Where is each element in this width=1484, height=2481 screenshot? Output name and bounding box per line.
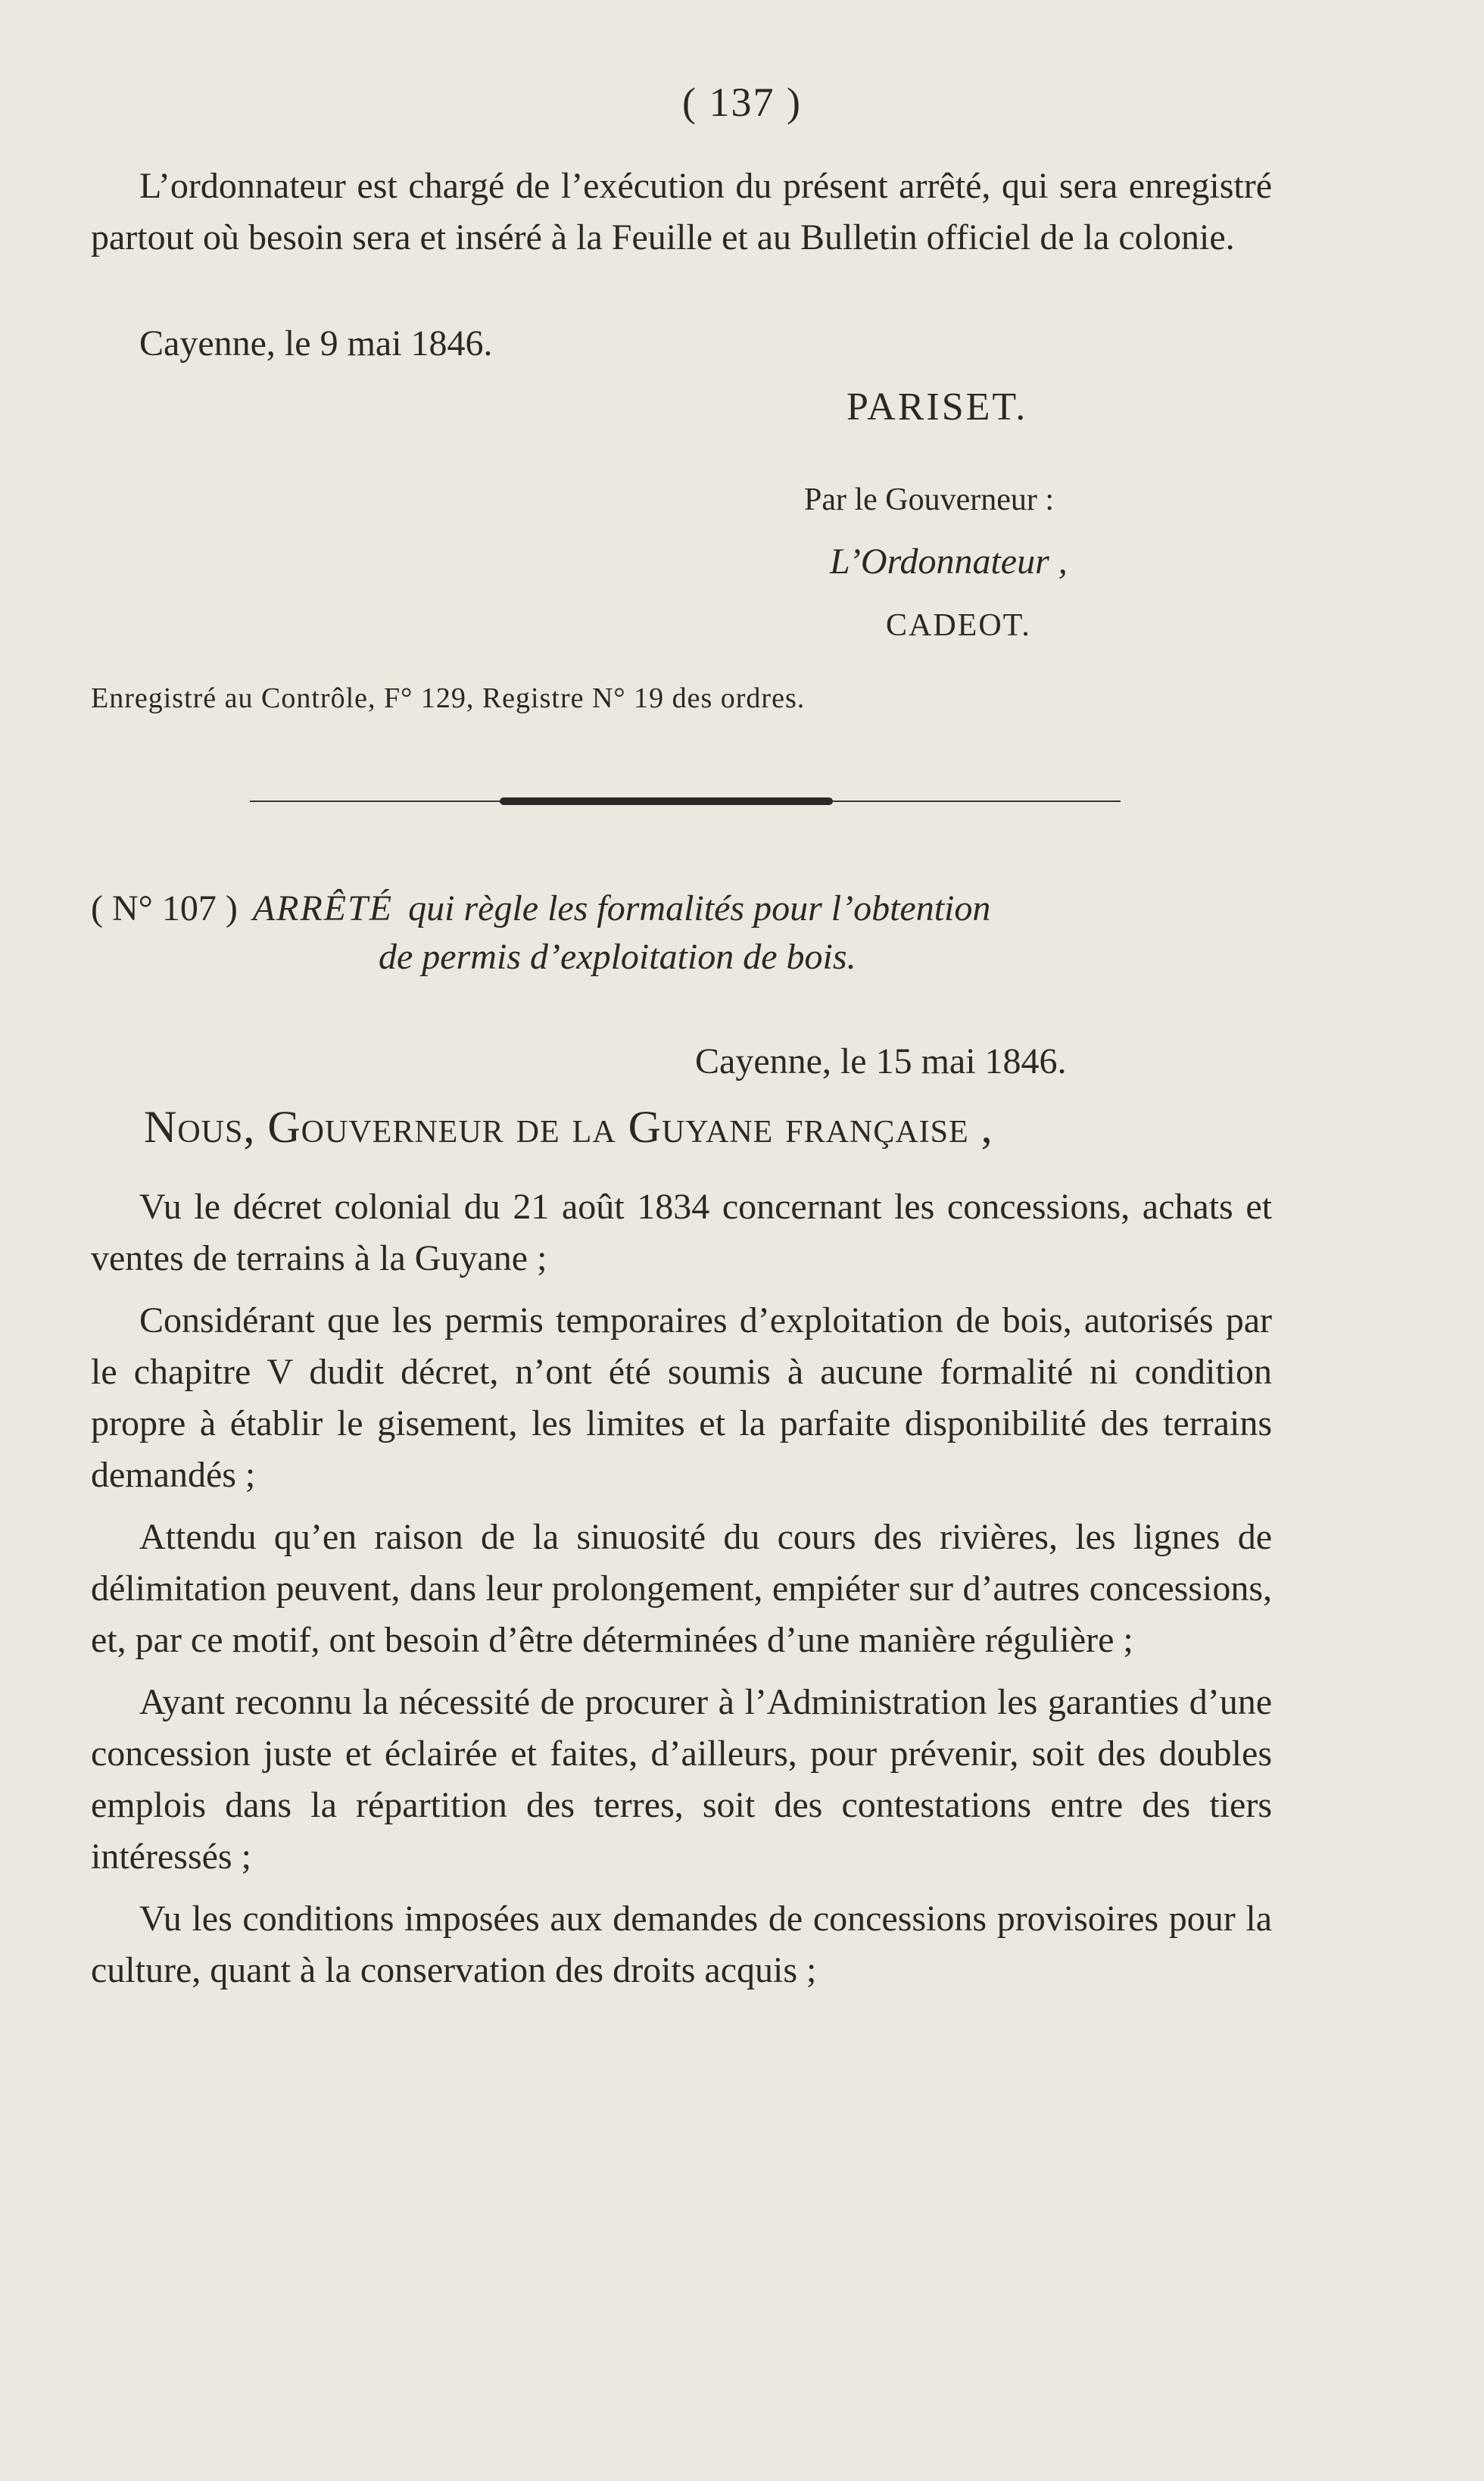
paragraph-ayant-reconnu: Ayant reconnu la nécessité de procurer à l’Administration les garanties d’une concession juste et éclairée et faites, d’ailleurs, pour prévenir, soit des doubles emplois dans la répartition des terres, soit des contestations entre des tiers intéressés ; bbox=[91, 1682, 1272, 1877]
paragraph-attendu: Attendu qu’en raison de la sinuosité du cours des rivières, les lignes de délimitation peuvent, dans leur prolongement, empiéter sur d’autres concessions, et, par ce motif, ont besoin d’être déterminées d’une manière régulière ; bbox=[91, 1517, 1272, 1660]
decree-title-text: qui règle les formalités pour l’obtention bbox=[408, 888, 991, 928]
decree-title-line-2: de permis d’exploitation de bois. bbox=[379, 937, 856, 977]
by-governor-line: Par le Gouverneur : bbox=[804, 482, 1055, 517]
paragraph-vu-conditions: Vu les conditions imposées aux demandes de concessions provisoires pour la culture, quant à la conservation des droits acquis ; bbox=[91, 1899, 1272, 1990]
ordonnateur-title: L’Ordonnateur , bbox=[830, 541, 1068, 582]
decree-heading: Nous, Gouverneur de la Guyane française , bbox=[144, 1102, 993, 1152]
decree-number: ( N° 107 ) bbox=[91, 888, 238, 928]
section-divider bbox=[250, 795, 1121, 807]
decree-body bbox=[91, 1181, 1272, 2007]
decree-type: ARRÊTÉ bbox=[252, 888, 394, 928]
paragraph-considerant: Considérant que les permis temporaires d’exploitation de bois, autorisés par le chapitre V dudit décret, n’ont été soumis à aucune formalité ni condition propre à établir le gisement, les limites et la parfaite disponibilité des terrains demandés ; bbox=[91, 1300, 1272, 1495]
decree-date: Cayenne, le 15 mai 1846. bbox=[695, 1041, 1067, 1081]
previous-decree-date: Cayenne, le 9 mai 1846. bbox=[139, 323, 493, 364]
divider-ornament bbox=[500, 797, 833, 805]
paragraph-vu-decret: Vu le décret colonial du 21 août 1834 concernant les concessions, achats et ventes de terrains à la Guyane ; bbox=[91, 1187, 1272, 1278]
decree-title-line-1 bbox=[91, 885, 1272, 933]
registration-note: Enregistré au Contrôle, F° 129, Registre N° 19 des ordres. bbox=[91, 682, 806, 714]
decree-title bbox=[91, 885, 1272, 981]
signature-pariset: PARISET. bbox=[846, 385, 1028, 429]
ordonnateur-name: CADEOT. bbox=[886, 608, 1031, 643]
closing-paragraph: L’ordonnateur est chargé de l’exécution du présent arrêté, qui sera enregistré partout où besoin sera et inséré à la Feuille et au Bulletin officiel de la colonie. bbox=[91, 166, 1272, 257]
page-number: ( 137 ) bbox=[682, 80, 802, 125]
